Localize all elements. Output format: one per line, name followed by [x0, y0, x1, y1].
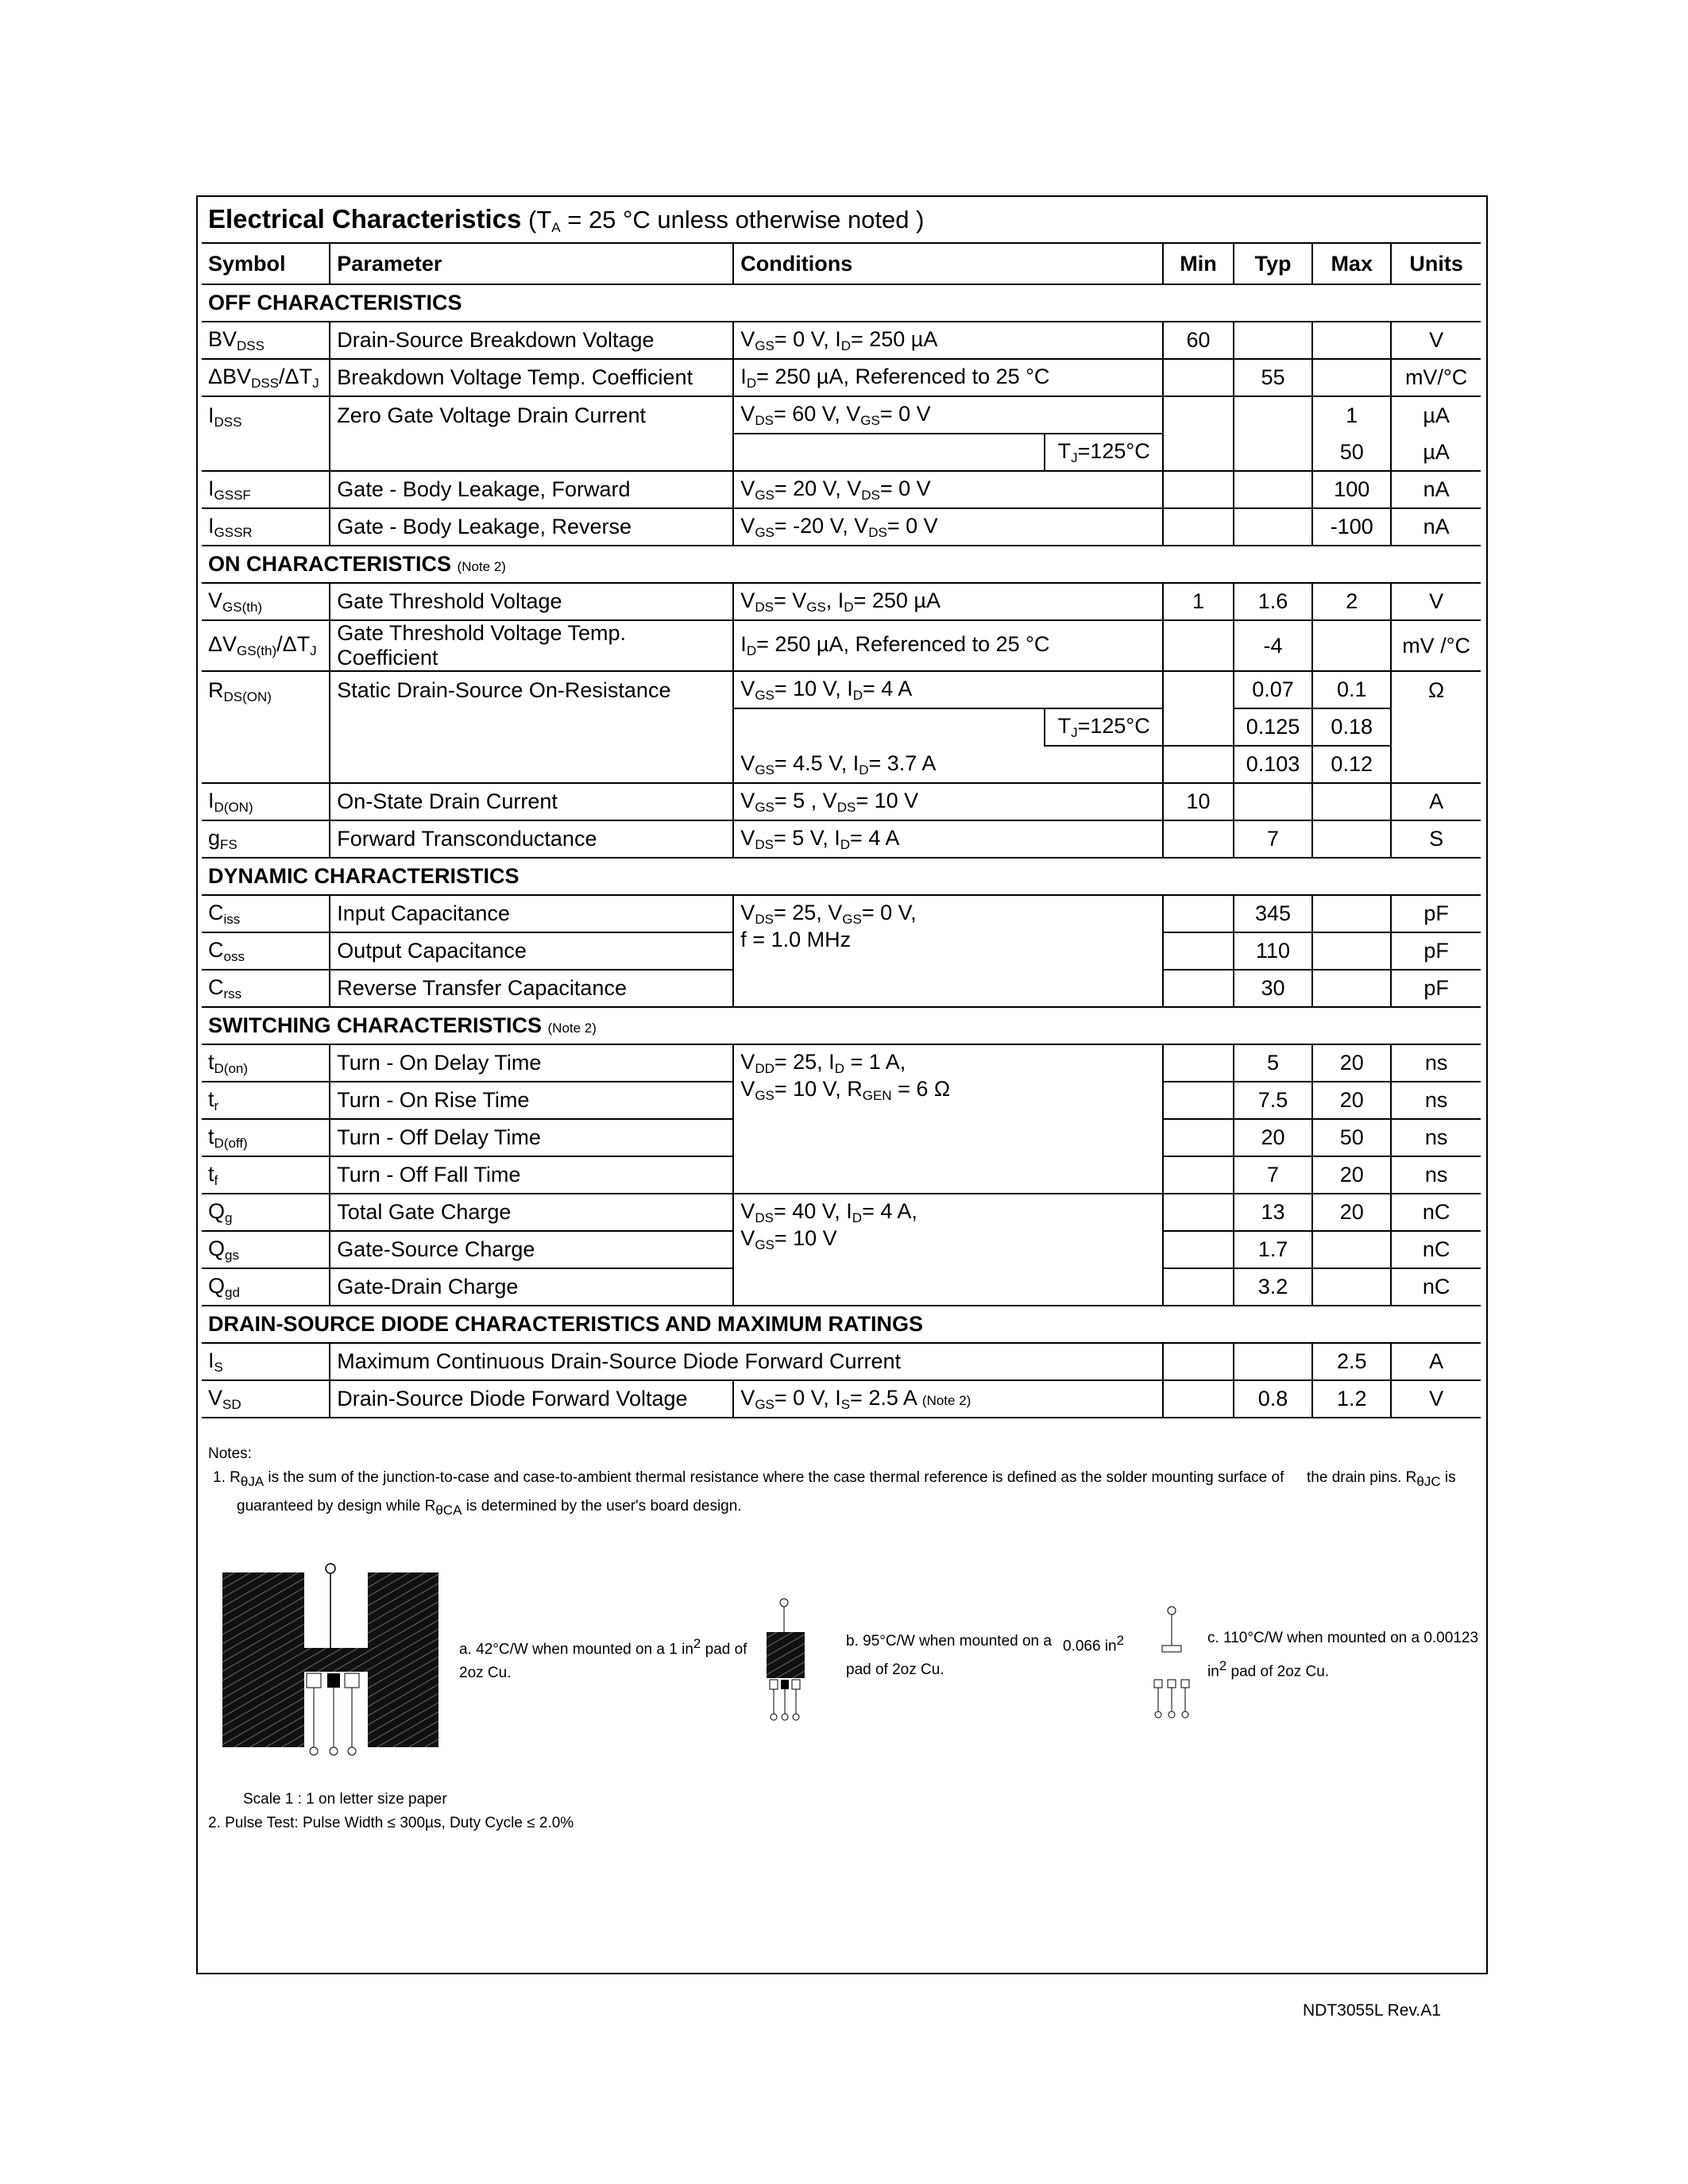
header-units: Units — [1391, 243, 1481, 284]
table-row: $\Delta V_{GS(th)}/\Delta T_J$ Gate Threshold Voltage Temp. Coefficient $I_D= 250$ µA, Referenced to 25 °C -4 mV /°C — [202, 620, 1481, 671]
header-min: Min — [1163, 243, 1234, 284]
figure-a-caption-2: 2oz Cu. — [459, 1665, 512, 1681]
section-dynamic: DYNAMIC CHARACTERISTICS — [202, 858, 1481, 895]
figure-b-caption-2: 0.066 $in^2$ — [1063, 1633, 1125, 1655]
table-row: $R_{DS(ON)}$ Static Drain-Source On-Resistance $V_{GS}= 10$ V, $I_D= 4$ A 0.07 0.1 Ω — [202, 671, 1481, 708]
figure-b-caption-3: pad of 2oz Cu. — [846, 1661, 944, 1678]
electrical-characteristics-table — [202, 242, 1481, 1418]
header-symbol: Symbol — [202, 243, 330, 284]
table-row: $g_{FS}$ Forward Transconductance $V_{DS}= 5$ V, $I_D= 4$ A 7 S — [202, 820, 1481, 858]
figure-b-caption-1: b. 95°C/W when mounted on a — [846, 1633, 1052, 1650]
page-title: Electrical Characteristics ($T_A = 25$ °C unless otherwise noted ) — [208, 204, 925, 235]
table-row: $\Delta BV_{DSS}/\Delta T_J$ Breakdown Voltage Temp. Coefficient $I_D= 250$ µA, Referenced to 25 °C 55 mV/°C — [202, 359, 1481, 396]
table-row: $I_{GSSF}$ Gate - Body Leakage, Forward $V_{GS}= 20$ V, $V_{DS}= 0$ V 100 nA — [202, 471, 1481, 508]
table-row: $t_{D(on)}$ Turn - On Delay Time $V_{DD}= 25$, $I_D = 1$ A, $V_{GS}= 10$ V, $R_{GEN} = 6$ Ω 5 20 ns — [202, 1044, 1481, 1082]
header-max: Max — [1312, 243, 1391, 284]
table-row: $t_r$ Turn - On Rise Time 7.5 20 ns — [202, 1082, 1481, 1119]
table-row: $T_J=125^\circ C$ 50 µA — [202, 434, 1481, 471]
table-row: $I_{D(ON)}$ On-State Drain Current $V_{GS}= 5$ , $V_{DS}= 10$ V 10 A — [202, 783, 1481, 820]
table-row: $T_J=125^\circ C$ 0.125 0.18 — [202, 708, 1481, 746]
scale-note: Scale 1 : 1 on letter size paper — [243, 1791, 447, 1808]
table-row: $C_{iss}$ Input Capacitance $V_{DS}= 25$, $V_{GS}= 0$ V, f = 1.0 MHz 345 pF — [202, 895, 1481, 932]
note-1-line-1: 1. $R_{\theta JA}$ is the sum of the junction-to-case and case-to-ambient thermal resistance where the case thermal reference is defined as the solder mounting surface of — [213, 1469, 1284, 1489]
table-row: $Q_{gd}$ Gate-Drain Charge 3.2 nC — [202, 1268, 1481, 1306]
table-row: $V_{GS(th)}$ Gate Threshold Voltage $V_{DS}= V_{GS}$, $I_D= 250$ µA 1 1.6 2 V — [202, 583, 1481, 620]
figure-a-caption-1: a. 42°C/W when mounted on a 1 $in^2$ pad of — [459, 1636, 747, 1658]
section-on: ON CHARACTERISTICS (Note 2) — [202, 546, 1481, 583]
table-row: $I_S$ Maximum Continuous Drain-Source Diode Forward Current 2.5 A — [202, 1343, 1481, 1380]
header-parameter: Parameter — [330, 243, 733, 284]
header-conditions: Conditions — [733, 243, 1163, 284]
table-row: $t_{D(off)}$ Turn - Off Delay Time 20 50 ns — [202, 1119, 1481, 1156]
note-2: 2. Pulse Test: Pulse Width ≤ 300µs, Duty Cycle ≤ 2.0% — [208, 1815, 574, 1831]
notes-label: Notes: — [208, 1445, 252, 1462]
figure-c-caption-2: $in^2$ pad of 2oz Cu. — [1207, 1658, 1330, 1680]
section-diode: DRAIN-SOURCE DIODE CHARACTERISTICS AND MAXIMUM RATINGS — [202, 1306, 1481, 1343]
section-switching: SWITCHING CHARACTERISTICS (Note 2) — [202, 1007, 1481, 1044]
section-off: OFF CHARACTERISTICS — [202, 284, 1481, 322]
pad-layout-0066in-figure — [759, 1596, 806, 1723]
pad-layout-000123in-figure — [1148, 1604, 1196, 1723]
table-row: $t_f$ Turn - Off Fall Time 7 20 ns — [202, 1156, 1481, 1194]
note-1-line-2: guaranteed by design while $R_{\theta CA}$ is determined by the user's board design. — [237, 1498, 742, 1518]
table-row: $I_{DSS}$ Zero Gate Voltage Drain Current $V_{DS}= 60$ V, $V_{GS}= 0$ V 1 µA — [202, 396, 1481, 434]
header-typ: Typ — [1234, 243, 1312, 284]
table-row: $V_{GS}= 4.5$ V, $I_D= 3.7$ A 0.103 0.12 — [202, 746, 1481, 783]
note-1-line-1-end: the drain pins. $R_{\theta JC}$ is — [1307, 1469, 1456, 1489]
table-row: $C_{oss}$ Output Capacitance 110 pF — [202, 932, 1481, 970]
table-row: $C_{rss}$ Reverse Transfer Capacitance 30 pF — [202, 970, 1481, 1007]
figure-c-caption-1: c. 110°C/W when mounted on a 0.00123 — [1207, 1630, 1479, 1646]
table-row: $Q_{gs}$ Gate-Source Charge 1.7 nC — [202, 1231, 1481, 1268]
pad-layout-1in-figure — [221, 1553, 443, 1759]
table-row: $V_{SD}$ Drain-Source Diode Forward Voltage $V_{GS}= 0$ V, $I_S= 2.5$ A (Note 2) 0.8 1.2 V — [202, 1380, 1481, 1418]
table-header-row — [202, 243, 1481, 284]
table-row: $Q_g$ Total Gate Charge $V_{DS}= 40$ V, $I_D= 4$ A, $V_{GS}= 10$ V 13 20 nC — [202, 1194, 1481, 1231]
document-revision: NDT3055L Rev.A1 — [1303, 2001, 1441, 2020]
table-row: $I_{GSSR}$ Gate - Body Leakage, Reverse $V_{GS}= -20$ V, $V_{DS}= 0$ V -100 nA — [202, 508, 1481, 546]
table-row: $BV_{DSS}$ Drain-Source Breakdown Voltage $V_{GS}= 0$ V, $I_D= 250$ µA 60 V — [202, 322, 1481, 359]
